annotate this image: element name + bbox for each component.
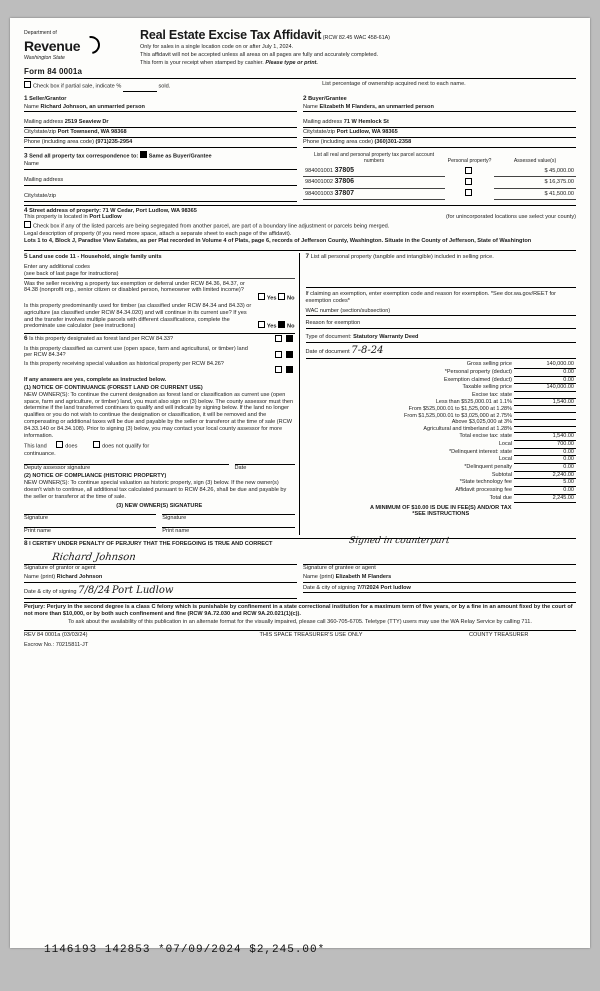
header-line-3: This form is your receipt when stamped by cashier. [140,59,264,66]
parcel-prefix: 984001001 [305,167,333,174]
certification-heading: I CERTIFY UNDER PENALTY OF PERJURY THAT THE FOREGOING IS TRUE AND CORRECT [29,541,273,548]
buyer-name-label: Name [303,103,318,110]
assessed-value[interactable]: $ 16,375.00 [494,177,576,189]
assessed-value[interactable]: $ 41,500.00 [494,188,576,200]
located-label: This property is located in [24,214,88,221]
page-title: Real Estate Excise Tax Affidavit [140,28,322,42]
historic-no-checkbox[interactable] [286,366,293,373]
grantor-city-value[interactable]: Port Ludlow [111,584,174,596]
buyer-name-value[interactable]: Elizabeth M Flanders, an unmarried person [319,103,434,110]
does-not-label: does not qualify for [101,443,150,450]
calc-row [306,361,577,368]
current-use-question: Is this property classified as current use (open space, farm and agricultural, or timber) land per RCW 84.34? [24,345,248,359]
q2-yes-checkbox[interactable] [258,321,265,328]
seller-heading: Seller/Grantor [29,95,67,102]
table-row [303,188,576,200]
does-label: does [65,443,78,450]
calc-row [306,464,577,472]
escrow-number: Escrow No.: 70215811-JT [24,641,89,648]
buyer-section [303,95,576,148]
certification-section [24,538,576,626]
header-line-1: Only for sales in a single location code on or after July 1, 2024. [140,44,294,51]
form-header [24,28,576,79]
newowner-signature-label: Signature [24,515,48,522]
calc-amount[interactable] [514,419,576,426]
grantee-date-value[interactable]: 7/7/2024 Port ludlow [357,584,411,591]
parcel-prefix: 984001002 [305,179,333,186]
buyer-heading: Buyer/Grantee [308,95,347,102]
forest-land-question: Is this property designated as forest land per RCW 84.33? [29,336,174,343]
personal-col-header: Personal property? [447,158,492,165]
calc-label: Taxable selling price [462,384,512,391]
assessed-value[interactable]: $ 45,000.00 [494,166,576,177]
corr-mailing-label: Mailing address [24,176,64,183]
assessed-col-header: Assessed value(s) [513,158,557,165]
affidavit-form [24,28,576,928]
section3-heading: Send all property tax correspondence to: [29,153,139,160]
additional-codes-note: (see back of last page for instructions) [24,271,295,279]
partial-sale-label: Check box if partial sale, indicate % [33,83,122,90]
seller-citystate-value[interactable]: Port Townsend, WA 98368 [57,129,127,136]
parcel-prefix: 984001003 [305,190,333,197]
segregated-label: Check box if any of the listed parcels are being segregated from another parcel, are part of a boundary line adjustment or parcels being merged. [33,223,390,230]
land-use-section [24,253,295,261]
property-address-section [24,205,576,246]
seller-citystate-label: City/state/zip [24,129,57,136]
seller-mailing-value[interactable]: 2519 Seaview Dr [64,119,109,126]
historic-question: Is this property receiving special valuation as historical property per RCW 84.26? [24,360,224,367]
this-land-label: This land [24,443,47,450]
section7-number: 7 [305,253,310,261]
ownership-note: List percentage of ownership acquired next to each name. [322,81,466,88]
calc-row [306,456,577,464]
calc-label: *Delinquent penalty [464,464,512,471]
q1-yes-label: Yes [266,295,277,302]
calc-amount[interactable]: 2,240.00 [514,471,576,479]
legal-desc-value[interactable]: Lots 1 to 4, Block J, Paradise View Estates, as per Plat recorded in Volume 4 of Plats, page 6, records of Jefferson County, Washington. Situate in the County of Jefferson, State of Washington [24,238,532,245]
calc-row [306,368,577,376]
legal-desc-label: Legal description of property (if you need more space, attach a separate sheet to each page of the affidavit). [24,230,292,237]
historic-yes-checkbox[interactable] [275,366,282,373]
timber-question: Is this property predominantly used for timber (as classified under RCW 84.34 and 84.33) or agriculture (as classified under RCW 84.34.020) and will continue in its current use? If yes and the transfer involves multiple parcels with different classifications, complete the predominate use calculator (see instructions) [24,302,252,330]
form-footer [24,630,576,649]
segregated-checkbox[interactable] [24,221,31,228]
section8-number: 8 [24,540,28,548]
state-label: Washington State [24,55,65,62]
located-note: (for unincorporated locations use select your county) [446,214,576,221]
does-qualify-checkbox[interactable] [56,441,63,448]
revenue-wordmark: Revenue [24,38,81,55]
see-instructions-note: *SEE INSTRUCTIONS [412,511,470,518]
q1-no-checkbox[interactable] [278,293,285,300]
agency-logo [24,28,136,76]
located-value[interactable]: Port Ludlow [89,214,122,221]
continuance-word: continuance. [24,450,56,457]
personal-property-checkbox[interactable] [465,189,472,196]
buyer-number: 2 [303,94,307,102]
county-treasurer-label: COUNTY TREASURER [468,632,529,639]
newowner-signature-label-2: Signature [162,515,187,522]
additional-codes-label: Enter any additional codes [24,263,90,270]
calc-row [306,376,577,384]
grantor-date-value[interactable]: 7/8/24 [78,584,111,596]
calc-label: *State technology fee [459,479,512,486]
sold-label: sold. [158,83,171,90]
header-line-2: This affidavit will not be accepted unless all areas on all pages are fully and accurately completed. [140,51,379,58]
tax-calculation-section [306,253,577,535]
calc-label: Local [498,456,512,463]
doc-type-value[interactable]: Statutory Warranty Deed [353,334,419,341]
calc-label: Total excise tax: state [459,433,512,440]
forest-yes-checkbox[interactable] [275,335,282,342]
perjury-notice: Perjury: Perjury in the second degree is a class C felony which is punishable by confinement in a state correctional institution for a maximum term of five years, or by a fine in an amount fixed by the court of not more than $10,000, or by both such confinement and fine (RCW 9A.72.030 and RCW 9A.20.021(1)(c)). [24,602,576,618]
treasurer-use-label: THIS SPACE TREASURER'S USE ONLY [259,632,363,639]
q2-no-checkbox[interactable] [278,321,285,328]
same-as-buyer-label: Same as Buyer/Grantee [148,153,212,160]
buyer-citystate-value[interactable]: Port Ludlow, WA 98365 [336,129,398,136]
calc-amount[interactable] [514,392,576,399]
ada-notice: To ask about the availability of this publication in an alternate format for the visually impaired, please call 360-705-6705. Teletype (TTY) users may use the WA Relay Service by calling 711. [68,619,532,626]
calc-label: Less than $525,000.01 at 1.1% [435,398,512,405]
calc-amount[interactable]: 0.00 [514,448,576,456]
parcel-number[interactable]: 37806 [334,178,355,186]
land-use-code[interactable]: 11 - Household, single family units [69,254,162,261]
partial-sale-checkbox[interactable] [24,81,31,88]
doc-date-value[interactable]: 7-8-24 [351,345,384,356]
header-line-3b: Please type or print. [265,59,318,66]
calc-row [306,440,577,448]
currentuse-no-checkbox[interactable] [286,351,293,358]
seller-mailing-label: Mailing address [24,119,64,126]
buyer-phone-label: Phone (including area code) [303,139,373,145]
section5-number: 5 [24,253,28,261]
seller-name-value[interactable]: Richard Johnson, an unmarried person [40,103,145,110]
calc-label: *Delinquent interest: state [449,448,512,455]
corr-name-label: Name [24,161,39,168]
calc-label: From $1,525,000.01 to $3,025,000 at 2.75% [404,412,512,419]
grantee-print-label: Name (print) [303,573,335,580]
does-not-qualify-checkbox[interactable] [93,441,100,448]
compliance-title: (2) NOTICE OF COMPLIANCE (HISTORIC PROPERTY) [24,473,167,480]
calc-amount[interactable] [514,426,576,433]
calc-row [306,413,577,420]
buyer-mailing-value[interactable]: 71 W Hemlock St [343,119,389,126]
counterpart-annotation: Signed in counterpart [348,536,451,547]
calc-amount[interactable]: 0.00 [514,464,576,472]
calc-label: Affidavit processing fee [455,487,512,494]
newowner-print-label: Print name [24,528,52,535]
parcel-table [303,151,576,201]
forest-no-checkbox[interactable] [286,335,293,342]
grantor-print-label: Name (print) [24,573,56,580]
calc-amount[interactable]: 0.00 [514,368,576,376]
corr-citystate-label: City/state/zip [24,192,57,199]
doc-date-label: Date of document [305,349,350,355]
calc-amount[interactable]: 700.00 [514,440,576,448]
section4-heading: Street address of property: [29,207,101,214]
section6-number: 6 [24,335,28,343]
grantee-print-value[interactable]: Elizabeth M Flanders [335,573,392,580]
buyer-citystate-label: City/state/zip [303,129,336,136]
calc-amount[interactable]: 2,245.00 [514,494,576,502]
calc-amount[interactable]: 0.00 [514,487,576,495]
compliance-body: NEW OWNER(S): To continue special valuation as historic property, sign (3) below. If the new owner(s) doesn't wish to continue, all additional tax calculated pursuant to RCW 84.26, shall be due and payable by the seller or transferor at the time of sale. [24,480,287,500]
calc-label: *Personal property (deduct) [444,368,512,375]
same-as-buyer-checkbox[interactable] [140,151,147,158]
reason-exemption-label: Reason for exemption [305,320,361,327]
calc-row [306,406,577,413]
calc-row [306,448,577,456]
calc-amount[interactable]: 5.00 [514,479,576,487]
calc-row [306,471,577,479]
treasurer-receipt-stamp: 1146193 142853 *07/09/2024 $2,245.00* [44,944,326,956]
section5-heading: Land use code [29,254,69,261]
wac-number-label: WAC number (section/subsection) [305,307,391,314]
assessor-date-label: Date [234,464,247,471]
swirl-logo-icon [79,33,104,58]
rcw-reference: (RCW 82.45 WAC 458-61A) [322,35,390,41]
property-address-value[interactable]: 71 W Cedar, Port Ludlow, WA 98365 [102,207,197,214]
calc-row [306,494,577,502]
calc-amount[interactable] [514,413,576,420]
calc-label: Subtotal [491,471,512,478]
personal-property-checkbox[interactable] [465,178,472,185]
continuance-title: (1) NOTICE OF CONTINUANCE (FOREST LAND OR CURRENT USE) [24,384,203,391]
section7-heading: List all personal property (tangible and intangible) included in selling price. [310,254,494,261]
calc-row [306,487,577,495]
seller-phone-value[interactable]: (971)235-2954 [95,139,133,145]
calc-label: Gross selling price [466,361,512,368]
calc-row [306,433,577,441]
correspondence-section [24,151,297,202]
calc-label: Local [498,440,512,447]
grantee-signature-label: Signature of grantee or agent [303,564,376,571]
section3-number: 3 [24,152,28,160]
personal-property-checkbox[interactable] [465,167,472,174]
doc-type-label: Type of document: [305,334,352,341]
rev-number: REV 84 0001a (03/03/24) [24,632,88,639]
calc-amount[interactable]: 1,540.00 [514,433,576,441]
calc-row [306,398,577,406]
parcel-number[interactable]: 37805 [334,166,355,174]
currentuse-yes-checkbox[interactable] [275,351,282,358]
section6-instructions: If any answers are yes, complete as instructed below. [24,377,167,384]
calc-amount[interactable]: 1,540.00 [514,398,576,406]
assessor-signature-label: Deputy assessor signature [24,464,91,471]
new-owner-sig-title: (3) NEW OWNER(S) SIGNATURE [116,502,203,509]
grantee-date-label: Date & city of signing [303,584,356,591]
calc-label: Agricultural and timberland at 1.28% [423,426,512,433]
calc-label: Total due [489,494,512,501]
excise-tax-calculator [306,361,577,502]
calc-row [306,392,577,399]
seller-number: 1 [24,94,28,102]
calc-amount[interactable]: 0.00 [514,376,576,384]
calc-row [306,384,577,392]
q1-no-label: No [287,295,295,302]
table-row [303,177,576,189]
seller-section [24,95,297,148]
calc-row [306,479,577,487]
calc-amount[interactable]: 0.00 [514,456,576,464]
parcel-number[interactable]: 37807 [334,189,355,197]
calc-label: Exemption claimed (deduct) [443,376,512,383]
table-row [303,166,576,177]
dept-label: Department of [24,30,57,36]
seller-name-label: Name [24,103,39,110]
grantor-signature-mark[interactable]: Richard Johnson [51,551,137,563]
calc-amount[interactable] [514,406,576,413]
q2-yes-label: Yes [266,323,277,330]
seller-phone-label: Phone (including area code) [24,139,94,145]
calc-label: Excise tax: state [471,391,512,398]
parcel-col-header: List all real and personal property tax parcel account numbers [313,151,435,165]
calc-row [306,419,577,426]
form-title-block [136,28,576,66]
calc-row [306,426,577,433]
grantor-date-label: Date & city of signing [24,588,77,595]
calc-label: From $525,000.01 to $1,525,000 at 1.28% [408,405,512,412]
section4-number: 4 [24,206,28,214]
grantor-print-value[interactable]: Richard Johnson [56,573,103,580]
exemption-question: Was the seller receiving a property tax exemption or deferral under RCW 84.36, 84.37, or 84.38 (nonprofit org., senior citizen or disabled person, homeowner with limited income)? [24,280,245,294]
q2-no-label: No [287,323,295,330]
form-number: Form 84 0001a [24,66,83,76]
q1-yes-checkbox[interactable] [258,293,265,300]
exemption-instructions: If claiming an exemption, enter exemption code and reason for exemption. *See dor.wa.gov/REET for exemption codes* [305,290,557,304]
minimum-due-note: A MINIMUM OF $10.00 IS DUE IN FEE(S) AND/OR TAX [369,504,512,511]
paper-sheet [10,18,590,956]
parcel-table-section [303,151,576,202]
grantor-signature-label: Signature of grantor or agent [24,564,96,571]
continuance-body: NEW OWNER(S): To continue the current designation as forest land or classification as current use (open space, farm and agriculture, or timber) land, you must also sign on (3) below. The county assessor must then determine if the land transferred continues to qualify and will indicate by signing below. If the land no longer qualifies or you do not wish to continue the designation or classification, it will be removed and the compensating or additional taxes will be due and payable by the seller or transferor at the time of sale (RCW 84.33.140 or 84.34.108). Prior to signing (3) below, you may contact your local county assessor for more information. [24,391,294,439]
calc-amount[interactable]: 140,000.00 [514,384,576,392]
calc-amount[interactable]: 140,000.00 [514,361,576,368]
calc-label: Above $3,025,000 at 3% [451,419,512,426]
buyer-phone-value[interactable]: (360)301-2358 [374,139,412,145]
newowner-print-label-2: Print name [162,528,190,535]
buyer-mailing-label: Mailing address [303,119,343,126]
